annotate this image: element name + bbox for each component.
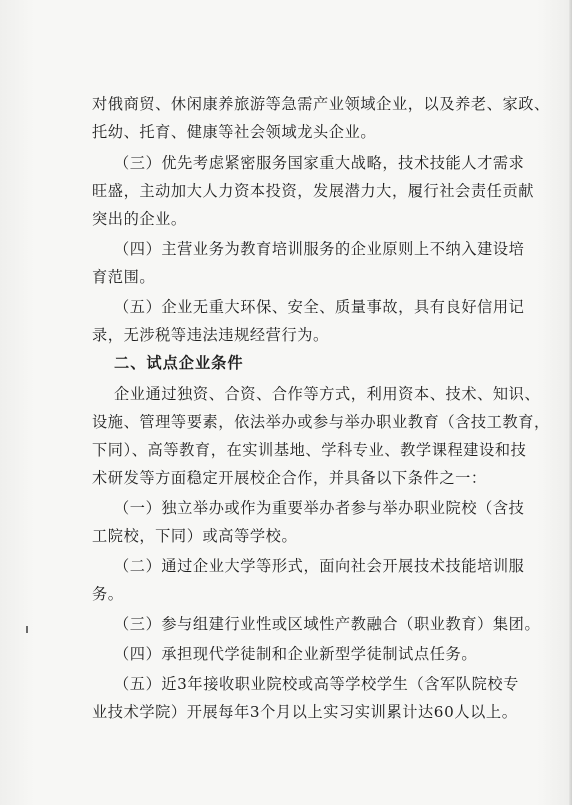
paragraph-line: 工院校，下同）或高等学校。 [92, 527, 298, 545]
paragraph-line: 托幼、托育、健康等社会领域龙头企业。 [92, 123, 377, 141]
paragraph-line: （五）企业无重大环保、安全、质量事故，具有良好信用记 [114, 298, 525, 316]
scan-mark [26, 626, 28, 633]
paragraph-line: （三）参与组建行业性或区域性产教融合（职业教育）集团。 [114, 615, 541, 633]
paragraph-line: （二）通过企业大学等形式，面向社会开展技术技能培训服 [114, 557, 525, 575]
paragraph-line: （五）近3年接收职业院校或高等学校学生（含军队院校专 [114, 675, 519, 693]
paragraph-line: （四）承担现代学徒制和企业新型学徒制试点任务。 [114, 645, 478, 663]
paragraph-line: 务。 [92, 585, 124, 603]
paragraph-line: 设施、管理等要素，依法举办或参与举办职业教育（含技工教育， [92, 413, 550, 431]
paragraph-line: 业技术学院）开展每年3个月以上实习实训累计达60人以上。 [92, 703, 518, 721]
paragraph-line: 术研发等方面稳定开展校企合作，并具备以下条件之一： [92, 469, 487, 487]
paragraph-line: 突出的企业。 [92, 210, 187, 228]
paragraph-line: 育范围。 [92, 268, 156, 286]
paragraph-line: （一）独立举办或作为重要举办者参与举办职业院校（含技 [114, 499, 525, 517]
paragraph-line: 旺盛，主动加大人力资本投资，发展潜力大，履行社会责任贡献 [92, 182, 535, 200]
section-heading: 二、试点企业条件 [114, 354, 244, 372]
paragraph-line: 下同）、高等教育，在实训基地、学科专业、教学课程建设和技 [92, 441, 527, 459]
paragraph-line: 录，无涉税等违法违规经营行为。 [92, 326, 329, 344]
paragraph-line: （四）主营业务为教育培训服务的企业原则上不纳入建设培 [114, 240, 525, 258]
paragraph-line: 对俄商贸、休闲康养旅游等急需产业领域企业，以及养老、家政、 [92, 95, 550, 113]
paragraph-line: 企业通过独资、合资、合作等方式，利用资本、技术、知识、 [114, 385, 541, 403]
paragraph-line: （三）优先考虑紧密服务国家重大战略，技术技能人才需求 [114, 154, 525, 172]
